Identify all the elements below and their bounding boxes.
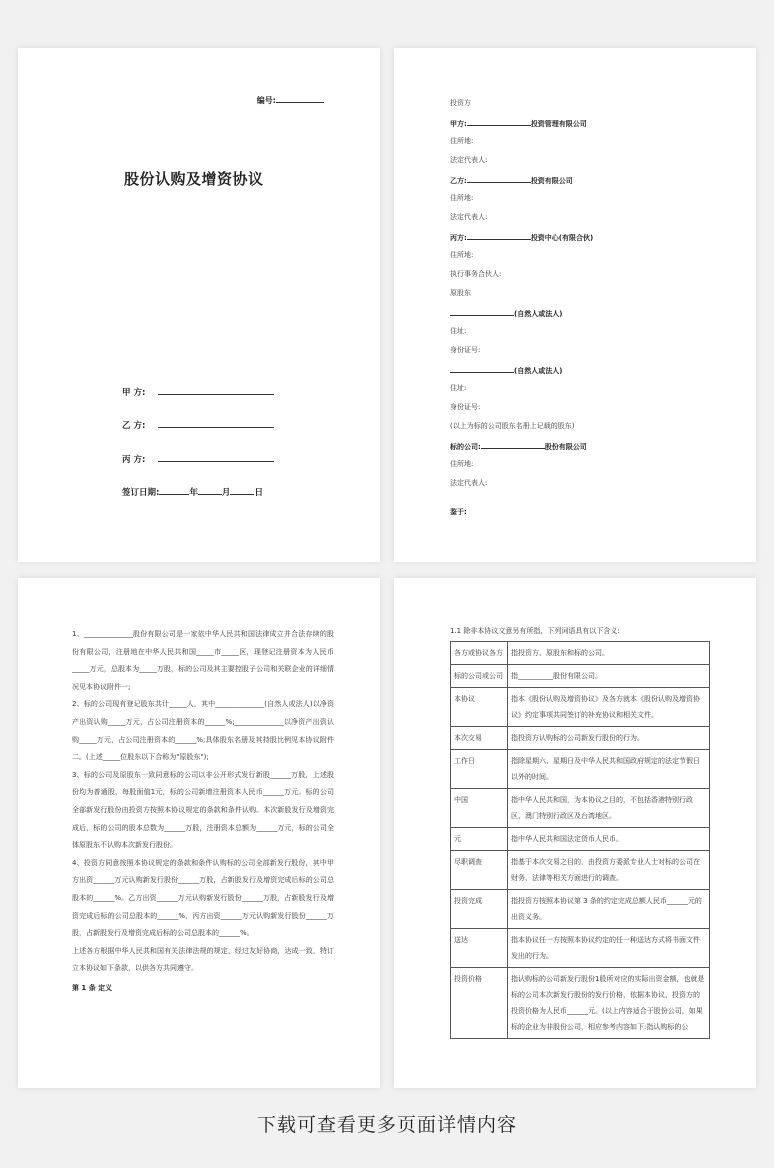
party-line bbox=[450, 250, 473, 260]
recital-4: 4、投资方同意按照本协议规定的条款和条件认购标的公司全部新发行股份，其中甲方出资______万元认购新发行股份______万股，占新股发行及增资完成后标的公司总股本的______%。乙方出资______万元认购新发行股份______万股，占新股发行及增资完成后标的公司总股本的______%，丙方出资______万元认购新发行股份______万股，占新股发行及增资完成后标的公司总股本的______%。 bbox=[72, 858, 334, 938]
definition-row bbox=[451, 688, 710, 727]
party-line bbox=[450, 383, 466, 393]
recitals-body bbox=[72, 626, 334, 997]
party-line bbox=[450, 507, 467, 517]
party-line-text: 身份证号: bbox=[450, 346, 481, 354]
party-line-text: 甲方: bbox=[450, 120, 467, 128]
party-line-suffix: 投资中心(有限合伙) bbox=[530, 234, 594, 242]
download-caption: 下载可查看更多页面详情内容 bbox=[256, 1114, 517, 1136]
party-line bbox=[450, 269, 501, 279]
definition-row bbox=[451, 851, 710, 890]
definition-term: 送达 bbox=[451, 929, 508, 968]
party-line-text: 原股东 bbox=[450, 289, 471, 297]
party-line bbox=[450, 231, 593, 243]
contract-number-blank bbox=[276, 92, 324, 103]
party-line bbox=[450, 364, 562, 376]
definitions-intro: 1.1 除非本协议文意另有所指，下列词语具有以下含义: bbox=[450, 627, 620, 635]
party-line-text: 法定代表人: bbox=[450, 156, 488, 164]
definition-row bbox=[451, 890, 710, 929]
definition-row bbox=[451, 968, 710, 1039]
party-line-suffix: (自然人或法人) bbox=[514, 367, 563, 375]
sign-date-line bbox=[122, 484, 263, 498]
definition-row bbox=[451, 665, 710, 688]
party-b-label: 乙 方: bbox=[122, 421, 146, 431]
definition-text: 指基于本次交易之目的，由投资方委派专业人士对标的公司在财务、法律等相关方面进行的调查。 bbox=[508, 851, 710, 890]
definition-term: 工作日 bbox=[451, 750, 508, 789]
party-line-text: (以上为标的公司股东名册上记载的股东) bbox=[450, 422, 575, 430]
definition-text: 指投资方、原股东和标的公司。 bbox=[508, 642, 710, 665]
party-line-suffix: 投资有限公司 bbox=[530, 177, 573, 185]
fill-blank bbox=[450, 364, 514, 373]
party-c-label: 丙 方: bbox=[122, 455, 146, 465]
party-line bbox=[450, 326, 466, 336]
party-line-text: 住所地: bbox=[450, 137, 474, 145]
definition-term: 各方或协议各方 bbox=[451, 642, 508, 665]
definition-term: 元 bbox=[451, 828, 508, 851]
party-line-text: 乙方: bbox=[450, 177, 467, 185]
definition-text: 指中华人民共和国，为本协议之目的，不包括香港特别行政区、澳门特别行政区及台湾地区。 bbox=[508, 789, 710, 828]
contract-number-label: 编号: bbox=[256, 96, 276, 105]
fill-blank bbox=[467, 117, 531, 126]
party-line bbox=[450, 117, 587, 129]
contract-number bbox=[257, 92, 324, 106]
party-a-line bbox=[122, 384, 274, 398]
definition-term: 投资价格 bbox=[451, 968, 508, 1039]
party-line-text: 住址: bbox=[450, 327, 467, 335]
sign-year-label: 年 bbox=[189, 488, 198, 498]
party-line bbox=[450, 174, 573, 186]
definition-text: 指投资方按照本协议第 3 条的约定完成总额人民币______元的出资义务。 bbox=[508, 890, 710, 929]
party-line bbox=[450, 288, 471, 298]
sign-day-label: 日 bbox=[254, 488, 263, 498]
party-line-suffix: (自然人或法人) bbox=[514, 310, 563, 318]
party-c-blank bbox=[158, 451, 274, 462]
party-b-line bbox=[122, 417, 274, 431]
definition-term: 尽职调查 bbox=[451, 851, 508, 890]
recital-5: 上述各方根据中华人民共和国有关法律法规的规定，经过友好协商，达成一致，特订立本协议如下条款，以供各方共同遵守。 bbox=[72, 946, 334, 973]
sign-month-label: 月 bbox=[221, 488, 231, 498]
party-line bbox=[450, 440, 587, 452]
party-c-line bbox=[122, 451, 274, 465]
party-line-text: 执行事务合伙人: bbox=[450, 270, 502, 278]
definition-text: 指__________股份有限公司。 bbox=[508, 665, 710, 688]
party-line-text: 身份证号: bbox=[450, 403, 481, 411]
party-a-label: 甲 方: bbox=[122, 388, 146, 398]
party-line-text: 法定代表人: bbox=[450, 213, 488, 221]
recital-1: 1、______________股份有限公司是一家依中华人民共和国法律成立并合法存续的股份有限公司，注册地在中华人民共和国_____市_____区，现登记注册资本为人民币_____万元，总股本为_____万股，标的公司及其主要控股子公司和关联企业的详细情况见本协议附件一; bbox=[72, 630, 334, 691]
party-line bbox=[450, 478, 487, 488]
cover-page bbox=[18, 48, 380, 562]
fill-blank bbox=[450, 307, 514, 316]
party-line bbox=[450, 155, 487, 165]
definition-row bbox=[451, 929, 710, 968]
recital-3: 3、标的公司及原股东一致同意标的公司以非公开形式发行新股______万股，上述股份均为普通股，每股面值1元，标的公司新增注册资本人民币______万元。标的公司全部新发行股份由投资方按照本协议规定的条款和条件认购。本次新股发行及增资完成后，标的公司的股本总数为______万股，注册资本总额为______万元，标的公司全体原股东不认购本次新发行股份。 bbox=[72, 770, 334, 850]
party-line-text: 住所地: bbox=[450, 460, 474, 468]
definition-row bbox=[451, 642, 710, 665]
party-line-text: 投资方 bbox=[450, 99, 471, 107]
party-line-text: 住所地: bbox=[450, 194, 474, 202]
definition-term: 中国 bbox=[451, 789, 508, 828]
party-line bbox=[450, 459, 473, 469]
definition-row bbox=[451, 727, 710, 750]
article-1-heading: 第 1 条 定义 bbox=[72, 983, 113, 992]
definition-row bbox=[451, 750, 710, 789]
party-b-blank bbox=[158, 417, 274, 428]
definition-text: 指投资方认购标的公司新发行股份的行为。 bbox=[508, 727, 710, 750]
party-line bbox=[450, 136, 473, 146]
party-line bbox=[450, 212, 487, 222]
fill-blank bbox=[467, 174, 531, 183]
definition-term: 本协议 bbox=[451, 688, 508, 727]
definition-text: 指认购标的公司新发行股份1股所对应的实际出资金额，也就是标的公司本次新发行股份的发行价格，依据本协议，投资方的投资价格为人民币______元。(以上内容适合于股份公司，如果标的企业为非股份公司，相应参考内容如下:指认购标的公 bbox=[508, 968, 710, 1039]
definition-row bbox=[451, 828, 710, 851]
party-line bbox=[450, 307, 562, 319]
party-line-suffix: 股份有限公司 bbox=[544, 443, 587, 451]
definition-row bbox=[451, 789, 710, 828]
definition-text: 指除星期六、星期日及中华人民共和国政府规定的法定节假日以外的时间。 bbox=[508, 750, 710, 789]
recitals-page bbox=[18, 578, 380, 1088]
definition-term: 标的公司或公司 bbox=[451, 665, 508, 688]
party-line bbox=[450, 98, 471, 108]
party-line-text: 丙方: bbox=[450, 234, 467, 242]
party-a-blank bbox=[158, 384, 274, 395]
definitions-page bbox=[394, 578, 756, 1088]
party-line-text: 住址: bbox=[450, 384, 467, 392]
party-line-text: 鉴于: bbox=[450, 508, 467, 516]
definition-text: 指本《股份认购及增资协议》及各方就本《股份认购及增资协议》约定事项共同签订的补充协议和相关文件。 bbox=[508, 688, 710, 727]
party-line-suffix: 投资管理有限公司 bbox=[530, 120, 587, 128]
fill-blank bbox=[481, 440, 545, 449]
party-line-text: 标的公司: bbox=[450, 443, 481, 451]
party-line bbox=[450, 193, 473, 203]
party-line bbox=[450, 345, 480, 355]
party-line-text: 法定代表人: bbox=[450, 479, 488, 487]
party-line bbox=[450, 402, 480, 412]
parties-page bbox=[394, 48, 756, 562]
definitions-table bbox=[450, 641, 710, 1039]
document-title: 股份认购及增资协议 bbox=[124, 170, 264, 188]
definition-text: 指本协议任一方按照本协议约定的任一种送达方式将书面文件发出的行为。 bbox=[508, 929, 710, 968]
party-line-text: 住所地: bbox=[450, 251, 474, 259]
definition-text: 指中华人民共和国法定货币人民币。 bbox=[508, 828, 710, 851]
recital-2: 2、标的公司现有登记股东共计_____人，其中______________(自然人或法人)以净资产出资认购_____万元，占公司注册资本的______%;______________以净资产出资认购_____万元，占公司注册资本的______%;具体股东名册及其持股比例见本协议附件二。(上述_____位股东以下合称为"原股东"); bbox=[72, 700, 334, 762]
definition-term: 本次交易 bbox=[451, 727, 508, 750]
fill-blank bbox=[467, 231, 531, 240]
party-line bbox=[450, 421, 574, 431]
definition-term: 投资完成 bbox=[451, 890, 508, 929]
sign-date-label: 签订日期: bbox=[122, 488, 160, 498]
